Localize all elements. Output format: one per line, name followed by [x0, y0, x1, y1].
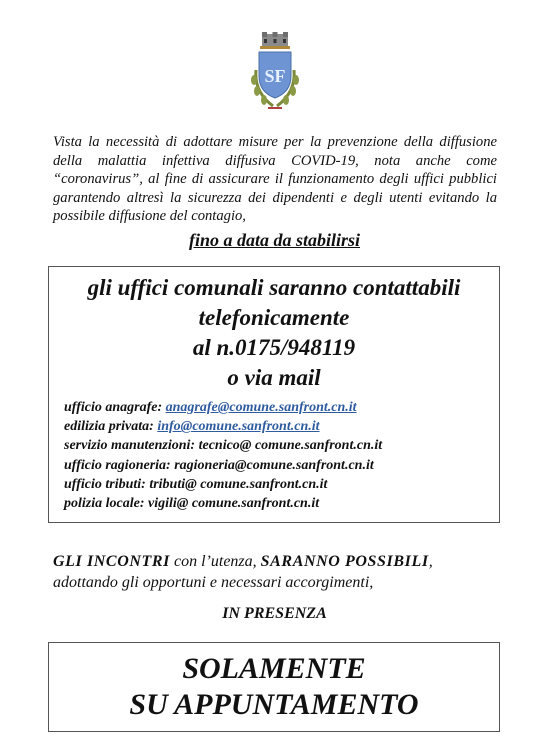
contact-email: vigili@ comune.sanfront.cn.it [148, 496, 320, 512]
intro-line: uffici pubblici garantendo altresì la sicurezza dei dipendenti e [53, 171, 497, 206]
contact-item [64, 417, 499, 436]
in-presence-heading: IN PRESENZA [222, 605, 327, 622]
contact-label: ufficio ragioneria: [64, 457, 171, 473]
meetings-text: , [428, 553, 433, 570]
intro-paragraph [53, 133, 497, 226]
contact-item [64, 398, 499, 417]
headline-line: gli uffici comunali saranno contattabili [87, 275, 461, 300]
svg-text:SF: SF [264, 66, 286, 86]
contact-notice-box [48, 266, 500, 523]
contact-label: edilizia privata: [64, 419, 154, 435]
meetings-text: adottando gli opportuni e necessari accorgimenti, [53, 574, 374, 591]
contact-item [64, 494, 499, 513]
contact-label: ufficio anagrafe: [64, 400, 163, 415]
contact-label: polizia locale: [64, 496, 145, 512]
headline-line: telefonicamente [198, 305, 350, 330]
appointment-box [48, 642, 500, 732]
municipal-crest-logo [246, 30, 304, 114]
intro-line: degli utenti evitando la possibile diffusione del contagio, [53, 189, 497, 225]
office-contact-list [49, 393, 499, 513]
until-date-heading: fino a data da stabilirsi [188, 230, 361, 250]
appointment-line: SOLAMENTE [182, 652, 366, 685]
contact-item [64, 456, 499, 475]
meetings-emphasis: SARANNO POSSIBILI [260, 553, 429, 570]
headline-line: al n.0175/948119 [192, 335, 356, 360]
meetings-emphasis: GLI INCONTRI [53, 553, 170, 570]
contact-item [64, 475, 499, 494]
contact-label: ufficio tributi: [64, 476, 146, 492]
contact-email: tecnico@ comune.sanfront.cn.it [198, 438, 383, 454]
contact-email: tributi@ comune.sanfront.cn.it [149, 476, 328, 492]
info-email-link[interactable]: info@comune.sanfront.cn.it [157, 419, 320, 435]
contact-headline [49, 267, 499, 393]
contact-email: ragioneria@comune.sanfront.cn.it [174, 457, 374, 473]
anagrafe-email-link[interactable]: anagrafe@comune.sanfront.cn.it [165, 400, 357, 415]
meetings-paragraph [53, 551, 503, 593]
intro-line: come “coronavirus”, al fine di assicurare il funzionamento degli [53, 152, 497, 188]
contact-label: servizio manutenzioni: [64, 438, 196, 454]
intro-line: diffusione della malattia infettiva diffusiva COVID-19, nota anche [53, 134, 497, 169]
intro-line: Vista la necessità di adottare misure per la prevenzione della [53, 134, 434, 150]
contact-item [64, 436, 499, 455]
headline-line: o via mail [227, 365, 321, 390]
meetings-text: con l’utenza, [174, 553, 257, 570]
appointment-line: SU APPUNTAMENTO [129, 688, 419, 721]
